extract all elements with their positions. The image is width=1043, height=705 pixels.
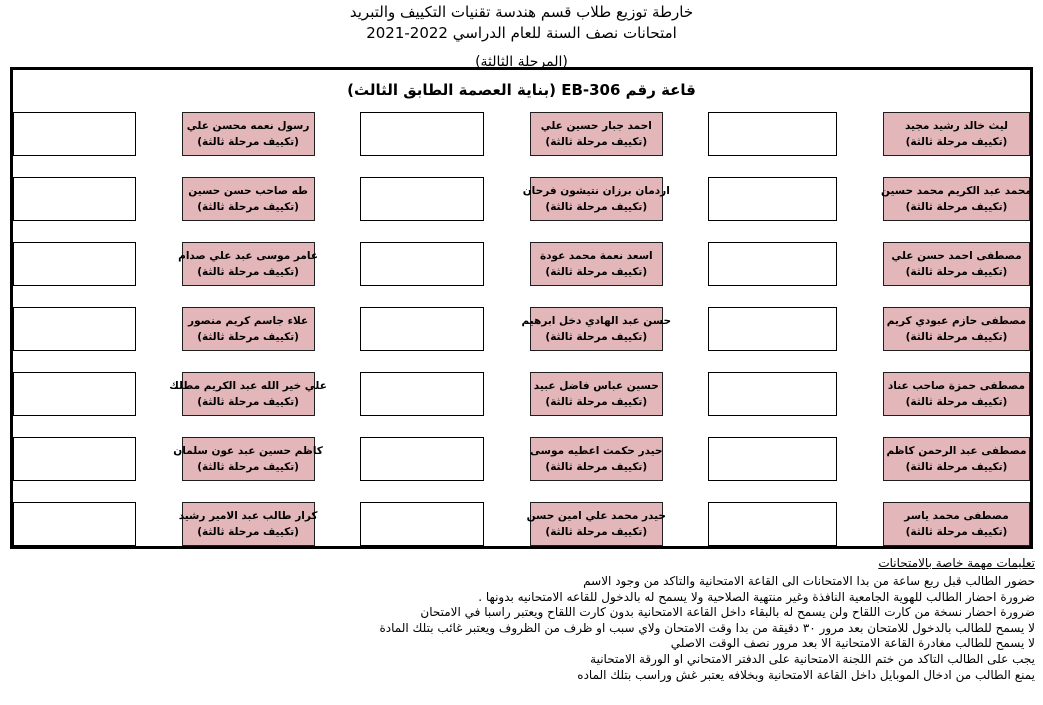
document-subtitle-year: امتحانات نصف السنة للعام الدراسي 2022-2021: [366, 24, 677, 42]
document-stage-line: (المرحلة الثالثة): [475, 54, 568, 70]
student-seat-card: [883, 502, 1030, 546]
empty-seat-box: [360, 307, 484, 351]
student-seat-card: [530, 372, 663, 416]
seat-subtitle: (تكييف مرحلة ثالثة): [545, 525, 648, 538]
empty-seat-box: [360, 502, 484, 546]
empty-seat-box: [360, 177, 484, 221]
seat-subtitle: (تكييف مرحلة ثالثة): [197, 395, 299, 408]
instruction-line: لا يسمح للطالب بالدخول للامتحان بعد مرور ٣٠ دقيقة من بدا وقت الامتحان ولاي سبب او ظرف من الظروف ويعتبر غائب بتلك المادة: [379, 620, 1035, 635]
seat-subtitle: (تكييف مرحلة ثالثة): [545, 460, 648, 473]
empty-seat-box: [708, 242, 837, 286]
student-seat-card: [530, 242, 663, 286]
empty-seat-box: [13, 372, 136, 416]
instruction-line: يجب على الطالب التاكد من ختم اللجنة الامتحانية على الدفتر الامتحاني او الورقة الامتحانية: [590, 651, 1035, 666]
seat-subtitle: (تكييف مرحلة ثالثة): [197, 200, 299, 213]
seat-subtitle: (تكييف مرحلة ثالثة): [905, 200, 1008, 213]
student-name: كرار طالب عبد الامير رشيد: [178, 509, 318, 522]
seat-subtitle: (تكييف مرحلة ثالثة): [197, 135, 299, 148]
student-seat-card: [883, 437, 1030, 481]
empty-seat-box: [708, 177, 837, 221]
student-seat-card: [883, 242, 1030, 286]
student-seat-card: [182, 307, 315, 351]
empty-seat-box: [708, 307, 837, 351]
document-titles: [0, 3, 1043, 70]
empty-seat-box: [13, 177, 136, 221]
student-name: مصطفى محمد ياسر: [904, 509, 1009, 522]
seat-subtitle: (تكييف مرحلة ثالثة): [905, 330, 1008, 343]
empty-seat-box: [360, 437, 484, 481]
hall-header: قاعة رقم EB-306 (بناية العصمة الطابق الثالث): [347, 81, 696, 99]
instruction-line: يمنع الطالب من ادخال الموبايل داخل القاعة الامتحانية وبخلافه يعتبر غش وراسب بتلك الماده: [577, 667, 1035, 682]
instruction-line: حضور الطالب قبل ربع ساعة من بدا الامتحانات الى القاعة الامتحانية والتاكد من وجود الاسم: [583, 574, 1035, 588]
document-title: خارطة توزيع طلاب قسم هندسة تقنيات التكييف والتبريد: [349, 3, 694, 21]
instructions-heading: تعليمات مهمة خاصة بالامتحانات: [878, 556, 1035, 570]
student-name: علي خير الله عبد الكريم مطلك: [169, 379, 327, 392]
seat-subtitle: (تكييف مرحلة ثالثة): [197, 460, 299, 473]
empty-seat-box: [360, 372, 484, 416]
student-name: مصطفى حازم عبودي كريم: [886, 314, 1027, 327]
seat-subtitle: (تكييف مرحلة ثالثة): [197, 330, 299, 343]
student-name: علاء جاسم كريم منصور: [188, 314, 309, 327]
student-seat-card: [883, 112, 1030, 156]
instruction-line: لا يسمح للطالب مغادرة القاعة الامتحانية الا بعد مرور نصف الوقت الاصلي: [670, 636, 1035, 651]
student-name: مصطفى حمزة صاحب عناد: [887, 379, 1026, 392]
instructions: [380, 556, 1035, 683]
student-name: حسين عباس فاضل عبيد: [533, 379, 659, 392]
student-name: حسن عبد الهادي دخل ابرهيم: [521, 314, 672, 327]
student-name: ليث خالد رشيد مجيد: [904, 119, 1008, 132]
student-name: مصطفى عبد الرحمن كاظم: [886, 444, 1027, 457]
student-name: حيدر محمد علي امين حسن: [526, 509, 666, 522]
seat-subtitle: (تكييف مرحلة ثالثة): [905, 525, 1008, 538]
student-name: اسعد نعمة محمد عودة: [539, 249, 653, 262]
empty-seat-box: [708, 502, 837, 546]
empty-seat-box: [708, 112, 837, 156]
seat-subtitle: (تكييف مرحلة ثالثة): [197, 525, 299, 538]
student-seat-card: [169, 372, 327, 416]
seat-subtitle: (تكييف مرحلة ثالثة): [545, 395, 648, 408]
seat-subtitle: (تكييف مرحلة ثالثة): [905, 395, 1008, 408]
instructions-lines: [380, 574, 1035, 683]
hall-seating-box: [10, 67, 1033, 549]
seat-subtitle: (تكييف مرحلة ثالثة): [905, 460, 1008, 473]
student-seat-card: [883, 177, 1030, 221]
student-seat-card: [173, 437, 323, 481]
seat-subtitle: (تكييف مرحلة ثالثة): [545, 330, 648, 343]
student-name: حيدر حكمت اعطيه موسى: [530, 444, 663, 457]
student-name: محمد عبد الكريم محمد حسين: [881, 184, 1032, 197]
empty-seat-box: [13, 242, 136, 286]
student-seat-card: [182, 177, 315, 221]
seating-grid: [13, 112, 1030, 546]
seat-subtitle: (تكييف مرحلة ثالثة): [905, 135, 1008, 148]
student-name: اردمان برزان نتيشون فرحان: [522, 184, 670, 197]
student-seat-card: [883, 307, 1030, 351]
student-seat-card: [522, 177, 670, 221]
student-name: رسول نعمه محسن علي: [186, 119, 310, 132]
empty-seat-box: [708, 372, 837, 416]
student-name: طه صاحب حسن حسين: [188, 184, 308, 197]
student-seat-card: [526, 502, 666, 546]
empty-seat-box: [13, 437, 136, 481]
instruction-line: ضرورة احضار نسخة من كارت اللقاح ولن يسمح له بالبقاء داخل القاعة الامتحانية بدون كارت اللقاح ويعتبر راسبا في الامتحان: [420, 605, 1035, 620]
instruction-line: ضرورة احضار الطالب للهوية الجامعية النافذة وغير منتهية الصلاحية ولا يسمح له بالدخول للقاعه الامتحانيه بدونها .: [478, 589, 1035, 604]
student-name: احمد جبار حسين علي: [540, 119, 652, 132]
seat-subtitle: (تكييف مرحلة ثالثة): [197, 265, 299, 278]
seat-subtitle: (تكييف مرحلة ثالثة): [545, 200, 648, 213]
student-seat-card: [883, 372, 1030, 416]
empty-seat-box: [708, 437, 837, 481]
student-name: مصطفى احمد حسن علي: [891, 249, 1022, 262]
student-seat-card: [182, 112, 315, 156]
seat-subtitle: (تكييف مرحلة ثالثة): [905, 265, 1008, 278]
student-seat-card: [530, 112, 663, 156]
seat-subtitle: (تكييف مرحلة ثالثة): [545, 265, 648, 278]
seat-subtitle: (تكييف مرحلة ثالثة): [545, 135, 648, 148]
empty-seat-box: [13, 502, 136, 546]
student-seat-card: [178, 502, 318, 546]
empty-seat-box: [13, 307, 136, 351]
empty-seat-box: [360, 242, 484, 286]
empty-seat-box: [13, 112, 136, 156]
empty-seat-box: [360, 112, 484, 156]
student-name: كاظم حسين عبد عون سلمان: [173, 444, 323, 457]
student-name: عامر موسى عبد علي صدام: [178, 249, 319, 262]
student-seat-card: [530, 437, 663, 481]
student-seat-card: [178, 242, 319, 286]
student-seat-card: [521, 307, 672, 351]
